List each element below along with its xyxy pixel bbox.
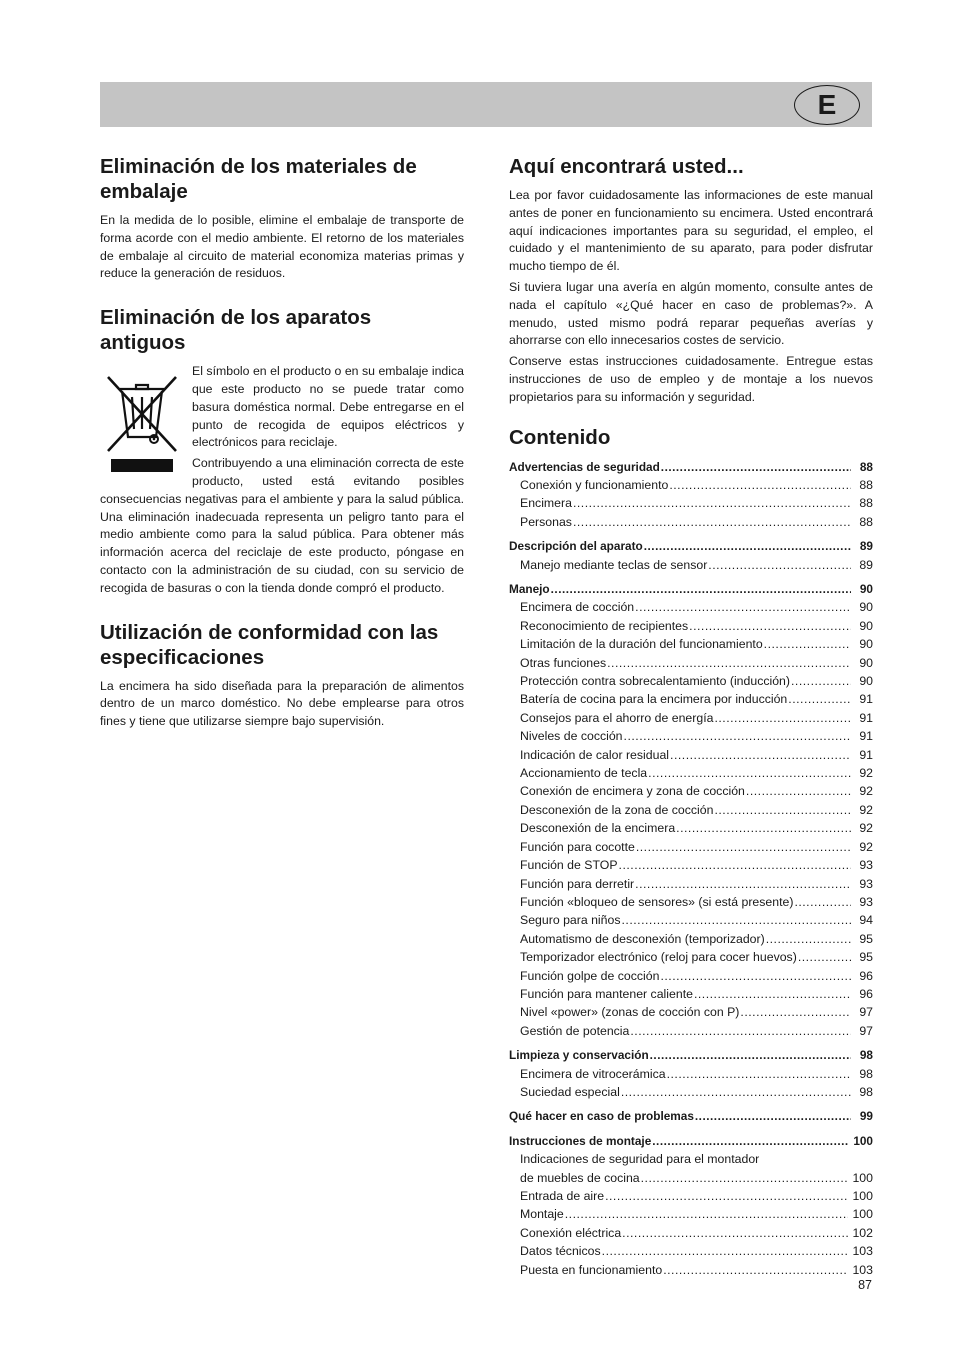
toc-leader-dots <box>630 1022 851 1040</box>
page-number: 87 <box>858 1278 872 1292</box>
section-body: Lea por favor cuidadosamente las informaciones de este manual antes de poner en funcionamiento su encimera. Usted encontrará aquí indicaciones importantes para su seguridad, el empleo, el cuidado y el mantenimiento de su aparato, para poder disfrutar mucho tiempo de él. <box>509 188 873 274</box>
toc-leader-dots <box>670 746 851 764</box>
toc-section-heading <box>509 458 873 476</box>
toc-entry <box>509 875 873 893</box>
section-body: Conserve estas instrucciones cuidadosamente. Entregue estas instrucciones de uso de empleo y de montaje a los nuevos propietarios para su información y seguridad. <box>509 354 873 404</box>
toc-entry-label: Automatismo de desconexión (temporizador) <box>520 931 765 946</box>
toc-entry-label: Consejos para el ahorro de energía <box>520 710 714 725</box>
section-appliance-disposal <box>100 305 464 597</box>
toc-entry <box>509 494 873 512</box>
toc-entry <box>509 1205 873 1223</box>
toc-page-number: 98 <box>859 1048 873 1063</box>
toc-entry <box>509 727 873 745</box>
toc-page-number: 103 <box>852 1244 873 1259</box>
header-bar <box>100 82 872 127</box>
toc-page-number: 91 <box>859 692 873 707</box>
toc-entry <box>509 476 873 494</box>
toc-entry-label: Función «bloqueo de sensores» (si está presente) <box>520 894 794 909</box>
toc-page-number: 90 <box>859 582 873 596</box>
toc-page-number: 92 <box>859 784 873 799</box>
toc-page-number: 100 <box>852 1170 873 1185</box>
toc-entry <box>509 635 873 653</box>
toc-page-number: 93 <box>859 858 873 873</box>
toc-leader-dots <box>714 709 851 727</box>
toc-page-number: 99 <box>859 1109 873 1124</box>
toc-heading-label: Manejo <box>509 582 550 596</box>
toc-leader-dots <box>695 1107 851 1125</box>
toc-leader-dots <box>663 1261 848 1279</box>
section-packaging-disposal <box>100 154 464 283</box>
toc-entry <box>509 782 873 800</box>
toc-section-heading <box>509 1132 873 1150</box>
toc-page-number: 89 <box>859 557 873 572</box>
toc-leader-dots <box>621 1083 851 1101</box>
toc-entry-label: Función golpe de cocción <box>520 968 660 983</box>
toc-entry-label: Temporizador electrónico (reloj para cocer huevos) <box>520 950 797 965</box>
toc-entry <box>509 1065 873 1083</box>
toc-leader-dots <box>676 819 851 837</box>
bin-underline-bar <box>111 459 173 472</box>
toc-entry-label: de muebles de cocina <box>520 1170 640 1185</box>
toc-entry-label: Seguro para niños <box>520 913 621 928</box>
toc-entry <box>509 764 873 782</box>
toc-page-number: 90 <box>859 655 873 670</box>
toc-entry <box>509 598 873 616</box>
toc-page-number: 88 <box>859 496 873 511</box>
toc-entry-label: Conexión eléctrica <box>520 1225 622 1240</box>
section-body: Si tuviera lugar una avería en algún momento, consulte antes de nada el capítulo «¿Qué hacer en caso de problemas?». A menudo, usted mismo podrá reparar pequeñas averías y ahorrarse con ello innecesarios costes de servicio. <box>509 279 873 348</box>
toc-page-number: 102 <box>852 1225 873 1240</box>
toc-entry <box>509 513 873 531</box>
toc-entry <box>509 967 873 985</box>
toc-page-number: 100 <box>852 1207 873 1222</box>
toc-leader-dots <box>635 875 851 893</box>
toc-entry-label: Desconexión de la encimera <box>520 821 676 836</box>
toc-page-number: 93 <box>859 876 873 891</box>
toc-leader-dots <box>652 1132 849 1150</box>
toc-page-number: 91 <box>859 747 873 762</box>
toc-page-number: 95 <box>859 931 873 946</box>
toc-page-number: 89 <box>859 539 873 554</box>
toc-entry-label: Función de STOP <box>520 858 618 873</box>
toc-entry-label: Nivel «power» (zonas de cocción con P) <box>520 1005 740 1020</box>
toc-entry-label: Conexión de encimera y zona de cocción <box>520 784 745 799</box>
section-body: Contribuyendo a una eliminación correcta de este producto, usted está evitando posibles consecuencias negativas para el ambiente y para la salud pública. Una eliminación inadecuada representa un peligro tanto para el medio ambiente como para la salud pública. Para obtener más información acerca del reciclaje de este producto, póngase en contacto con la administración de su ciudad, con su servicio de recogida de basuras o con la tienda donde compró el producto. <box>100 456 464 595</box>
toc-page-number: 93 <box>859 894 873 909</box>
toc-entry <box>509 1022 873 1040</box>
toc-leader-dots <box>788 690 851 708</box>
toc-leader-dots <box>740 1003 851 1021</box>
right-column <box>509 154 873 1285</box>
toc-page-number: 92 <box>859 766 873 781</box>
toc-entry <box>509 911 873 929</box>
section-introduction <box>509 154 873 407</box>
toc-page-number: 96 <box>859 968 873 983</box>
toc-page-number: 92 <box>859 802 873 817</box>
toc-entry <box>509 617 873 635</box>
toc-entry <box>509 838 873 856</box>
toc-entry-label: Otras funciones <box>520 655 607 670</box>
toc-entry-label: Encimera de cocción <box>520 600 635 615</box>
toc-leader-dots <box>635 598 851 616</box>
toc-page-number: 96 <box>859 986 873 1001</box>
toc-heading-label: Advertencias de seguridad <box>509 459 660 474</box>
toc-entry <box>509 1169 873 1187</box>
crossed-bin-icon <box>100 367 184 477</box>
contents-title: Contenido <box>509 425 611 449</box>
toc-leader-dots <box>798 948 851 966</box>
toc-entry-label: Función para mantener caliente <box>520 986 693 1001</box>
toc-leader-dots <box>551 580 851 598</box>
toc-entry <box>509 948 873 966</box>
toc-leader-dots <box>622 911 852 929</box>
toc-entry-label: Entrada de aire <box>520 1189 605 1203</box>
toc-page-number: 100 <box>852 1189 873 1203</box>
toc-page-number: 91 <box>859 710 873 725</box>
toc-leader-dots <box>602 1242 849 1260</box>
toc-leader-dots <box>764 635 851 653</box>
toc-entry-label: Batería de cocina para la encimera por inducción <box>520 692 788 707</box>
toc-section-heading <box>509 537 873 555</box>
toc-entry <box>509 1187 873 1205</box>
section-title: Utilización de conformidad con las especificaciones <box>100 620 439 669</box>
toc-entry <box>509 819 873 837</box>
toc-entry <box>509 709 873 727</box>
toc-entry <box>509 654 873 672</box>
toc-leader-dots <box>669 476 851 494</box>
toc-leader-dots <box>708 556 851 574</box>
toc-leader-dots <box>565 1205 849 1223</box>
section-title: Eliminación de los materiales de embalaje <box>100 155 417 203</box>
toc-leader-dots <box>689 617 851 635</box>
toc-entry-label: Limitación de la duración del funcionamiento <box>520 637 763 652</box>
toc-entry <box>509 672 873 690</box>
toc-section-heading <box>509 1107 873 1125</box>
toc-entry-label: Indicación de calor residual <box>520 747 670 762</box>
toc-entry <box>509 893 873 911</box>
toc-leader-dots <box>622 1224 848 1242</box>
toc-entry-label: Conexión y funcionamiento <box>520 477 669 492</box>
language-badge: E <box>794 85 860 125</box>
toc-leader-dots <box>660 967 851 985</box>
toc-entry-label: Encimera <box>520 496 572 511</box>
toc-entry <box>509 801 873 819</box>
toc-entry <box>509 1242 873 1260</box>
toc-leader-dots <box>624 727 851 745</box>
section-body: La encimera ha sido diseñada para la preparación de alimentos dentro de un marco doméstico. No debe emplearse para otros fines y tiene que utilizarse siempre bajo supervisión. <box>100 678 464 729</box>
toc-page-number: 98 <box>859 1066 873 1081</box>
section-body: El símbolo en el producto o en su embalaje indica que este producto no se puede tratar como basura doméstica normal. Debe entregarse en el punto de recogida de equipos eléctricos y electrónicos para reciclaje. <box>192 364 464 450</box>
toc-leader-dots <box>636 838 851 856</box>
toc-leader-dots <box>766 930 851 948</box>
toc-entry <box>509 1261 873 1279</box>
toc-entry-label: Reconocimiento de recipientes <box>520 618 689 633</box>
toc-leader-dots <box>641 1169 849 1187</box>
toc-page-number: 90 <box>859 637 873 652</box>
toc-page-number: 90 <box>859 618 873 633</box>
toc-entry-label: Niveles de cocción <box>520 729 623 744</box>
toc-page-number: 88 <box>859 514 873 529</box>
toc-entry-label: Manejo mediante teclas de sensor <box>520 557 708 572</box>
toc-page-number: 88 <box>859 459 873 474</box>
toc-leader-dots <box>794 893 851 911</box>
toc-entry-label: Suciedad especial <box>520 1084 620 1099</box>
toc-page-number: 98 <box>859 1084 873 1099</box>
toc-entry-label: Función para derretir <box>520 876 635 891</box>
table-of-contents <box>509 458 873 1285</box>
left-column <box>100 154 464 753</box>
toc-leader-dots <box>573 494 851 512</box>
toc-heading-label: Qué hacer en caso de problemas <box>509 1109 694 1124</box>
toc-section-heading <box>509 1046 873 1064</box>
toc-heading-label: Descripción del aparato <box>509 539 643 554</box>
toc-entry <box>509 1224 873 1242</box>
toc-page-number: 90 <box>859 674 873 689</box>
section-title: Aquí encontrará usted... <box>509 155 744 178</box>
toc-entry <box>509 1003 873 1021</box>
toc-page-number: 103 <box>852 1262 873 1277</box>
toc-entry-label: Puesta en funcionamiento <box>520 1262 663 1277</box>
toc-entry <box>509 930 873 948</box>
toc-entry-label: Encimera de vitrocerámica <box>520 1066 666 1081</box>
toc-page-number: 95 <box>859 950 873 965</box>
toc-entry-label: Protección contra sobrecalentamiento (inducción) <box>520 674 790 689</box>
toc-entry <box>509 690 873 708</box>
toc-entry-label: Desconexión de la zona de cocción <box>520 802 714 817</box>
toc-heading-label: Limpieza y conservación <box>509 1048 649 1063</box>
toc-entry <box>509 1083 873 1101</box>
toc-page-number: 100 <box>853 1133 873 1148</box>
toc-leader-dots <box>650 1046 851 1064</box>
toc-page-number: 92 <box>859 821 873 836</box>
toc-leader-dots <box>694 985 851 1003</box>
toc-leader-dots <box>714 801 851 819</box>
toc-entry <box>509 556 873 574</box>
toc-entry-label: Personas <box>520 514 572 529</box>
toc-leader-dots <box>607 654 851 672</box>
toc-page-number: 97 <box>859 1005 873 1020</box>
toc-leader-dots <box>667 1065 851 1083</box>
toc-heading-label: Instrucciones de montaje <box>509 1133 652 1148</box>
toc-leader-dots <box>746 782 851 800</box>
toc-entry-label: Gestión de potencia <box>520 1023 630 1038</box>
toc-page-number: 94 <box>859 913 873 928</box>
toc-page-number: 92 <box>859 839 873 854</box>
toc-leader-dots <box>791 672 851 690</box>
toc-entry-label: Función para cocotte <box>520 839 635 854</box>
toc-entry <box>509 856 873 874</box>
toc-entry <box>509 746 873 764</box>
toc-page-number: 91 <box>859 729 873 744</box>
toc-leader-dots <box>644 537 851 555</box>
toc-leader-dots <box>573 513 851 531</box>
section-intended-use <box>100 620 464 731</box>
toc-page-number: 88 <box>859 477 873 492</box>
toc-entry-label: Accionamiento de tecla <box>520 766 648 781</box>
toc-entry: Indicaciones de seguridad para el montador <box>520 1152 760 1167</box>
section-body: En la medida de lo posible, elimine el embalaje de transporte de forma acorde con el medio ambiente. El retorno de los materiales de embalaje al circuito de material economiza materias primas y reduce la generación de residuos. <box>100 213 464 281</box>
toc-page-number: 97 <box>859 1023 873 1038</box>
toc-section-heading <box>509 580 873 598</box>
toc-leader-dots <box>661 458 851 476</box>
toc-page-number: 90 <box>859 600 873 615</box>
toc-entry-label: Datos técnicos <box>520 1244 601 1259</box>
toc-leader-dots <box>619 856 851 874</box>
toc-entry <box>509 985 873 1003</box>
toc-entry-label: Montaje <box>520 1207 564 1222</box>
section-title: Eliminación de los aparatos antiguos <box>100 306 372 355</box>
toc-leader-dots <box>605 1187 848 1205</box>
toc-leader-dots <box>648 764 851 782</box>
